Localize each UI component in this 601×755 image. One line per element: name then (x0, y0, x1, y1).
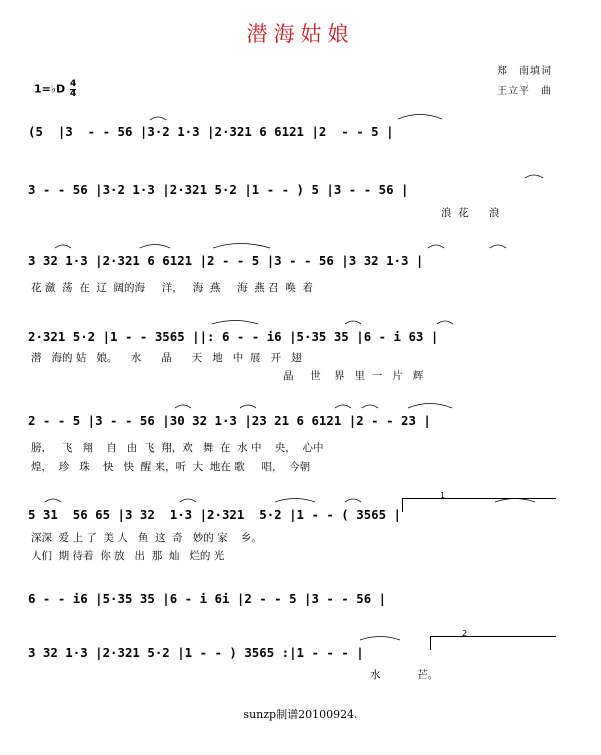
slur-mark (490, 245, 506, 248)
slur-mark (213, 244, 270, 249)
notation-line-2: 3 - - 56 |3·2 1·3 |2·321 5·2 |1 - - ) 5 |3 - - 56 | (28, 182, 409, 197)
composer-credit: 王立平 曲 (497, 86, 552, 97)
slur-mark (45, 499, 61, 502)
slur-mark (275, 499, 315, 503)
lyric-line: 水 芒。 (370, 669, 439, 681)
notation-line-5: 2 - - 5 |3 - - 56 |30 32 1·3 |23 21 6 6121 |2 - - 23 | (28, 413, 431, 428)
slur-mark (437, 321, 453, 324)
slur-mark (360, 637, 400, 641)
time-unit: 4 (70, 89, 77, 99)
song-title: 潜海姑娘 (246, 22, 355, 46)
slur-mark (345, 321, 361, 324)
slur-mark (180, 499, 196, 502)
lyricist-credit: 郑 南填词 (497, 66, 552, 77)
volta-number-1: 1 (440, 491, 446, 500)
slur-mark (495, 499, 535, 503)
slur-mark (55, 245, 71, 248)
lyric-line: 深深 爱 上 了 美 人 鱼 这 奇 妙的 家 乡。 (31, 532, 262, 544)
slur-mark (240, 405, 256, 408)
slur-mark (140, 245, 170, 249)
slur-mark (398, 115, 442, 120)
notation-line-6: 5 31 56 65 |3 32 1·3 |2·321 5·2 |1 - - ( 3565 | (28, 507, 401, 522)
slur-mark (362, 405, 378, 408)
notation-line-3: 3 32 1·3 |2·321 6 6121 |2 - - 5 |3 - - 56 |3 32 1·3 | (28, 253, 424, 268)
notation-line-8: 3 32 1·3 |2·321 5·2 |1 - - ) 3565 :|1 - - - | (28, 645, 364, 660)
key-prefix: 1=♭D (34, 82, 66, 96)
slur-mark (150, 117, 166, 120)
slur-mark (428, 245, 444, 248)
lyric-line: 晶 世 界 里 一 片 辉 (283, 370, 424, 382)
notation-line-1: (5 |3 - - 56 |3·2 1·3 |2·321 6 6121 |2 - - 5 | (28, 124, 394, 139)
lyric-line: 人们 期 待着 你 放 出 那 灿 烂的 光 (31, 550, 225, 562)
notation-line-4: 2·321 5·2 |1 - - 3565 ||: 6 - - i6 |5·35 35 |6 - i 63 | (28, 329, 439, 344)
slur-mark (212, 321, 258, 325)
slur-mark (335, 405, 351, 408)
slur-mark (525, 175, 543, 178)
notation-line-7: 6 - - i6 |5·35 35 |6 - i 6i |2 - - 5 |3 - - 56 | (28, 591, 387, 606)
lyric-line: 浪 花 浪 (441, 207, 500, 219)
footer-credit: sunzp制谱20100924. (243, 708, 358, 721)
slur-mark (408, 404, 452, 409)
lyric-line: 膀， 飞 翔 自 由 飞 翔，欢 舞 在 水 中 央， 心中 (31, 442, 324, 454)
lyric-line: 煌， 珍 珠 快 快 醒 来，听 大 地在 歌 唱， 今朝 (31, 461, 311, 473)
time-beats: 4 (70, 79, 77, 89)
lyric-line: 潜 海的 姑 娘。 水 晶 天 地 中 展 开 翅 (31, 352, 302, 364)
slur-mark (345, 499, 361, 502)
lyric-line: 花 瀲 荡 在 辽 阔的海 洋， 海 燕 海 燕 召 唤 着 (31, 282, 313, 294)
slur-mark (175, 405, 191, 408)
volta-number-2: 2 (462, 629, 468, 638)
